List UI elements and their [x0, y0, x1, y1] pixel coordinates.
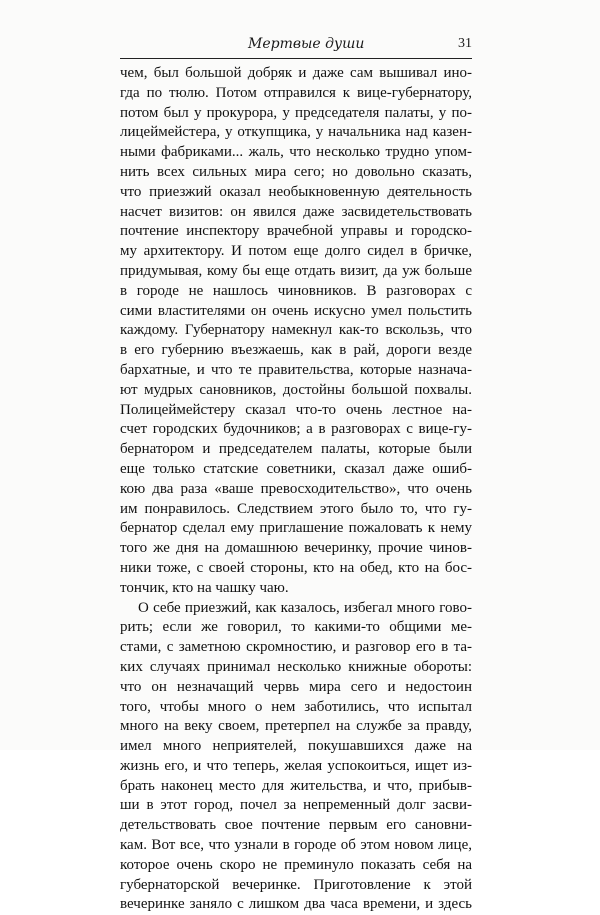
text-line: лицеймейстера, у откупщика, у начальника над казен- — [120, 124, 472, 141]
text-line: бернатором и председателем палаты, которые были — [120, 441, 472, 458]
text-line: вечеринке заняло с лишком два часа времени, и здесь — [120, 896, 472, 913]
text-line: в его губернию въезжаешь, как в рай, дороги везде — [120, 342, 472, 359]
text-line: ких случаях принимал несколько книжные обороты: — [120, 658, 472, 675]
text-line: каждому. Губернатору намекнул как-то вскользь, что — [120, 322, 472, 339]
text-line: ными фабриками... жаль, что несколько трудно упом- — [120, 144, 472, 161]
text-line: губернаторской вечеринке. Приготовление к этой — [120, 876, 472, 893]
text-line: им понравилось. Следствием этого было то, что гу- — [120, 500, 472, 517]
paragraph — [120, 599, 472, 915]
text-line: сими властителями он очень искусно умел польстить — [120, 302, 472, 319]
text-line: тончик, кто на чашку чаю. — [120, 579, 289, 596]
running-header — [120, 36, 472, 59]
text-line: того, чтобы много о нем заботились, что испытал — [120, 698, 472, 715]
text-line: в городе не нашлось чиновников. В разговорах с — [120, 282, 472, 299]
text-line: еще только статские советники, сказал даже ошиб- — [120, 460, 472, 477]
text-line: чем, был большой добряк и даже сам вышивал ино- — [120, 65, 472, 81]
body-text — [120, 64, 472, 915]
text-line: что он незначащий червь мира сего и недостоин — [120, 678, 472, 695]
running-title: Мертвые души — [248, 36, 365, 52]
text-line: бернатор сделал ему приглашение пожаловать к нему — [120, 520, 472, 537]
text-line: Полицеймейстеру сказал что-то очень лестное на- — [120, 401, 472, 418]
text-line: придумывая, кому бы еще отдать визит, да уж больше — [120, 262, 472, 279]
text-line: много на веку своем, претерпел на службе за правду, — [120, 718, 472, 735]
text-line: бархатные, и что те правительства, которые назнача- — [120, 361, 472, 378]
text-line: ют мудрых сановников, достойны большой похвалы. — [120, 381, 472, 398]
text-line: которое очень скоро не преминуло показать себя на — [120, 856, 472, 873]
text-line: потом был у прокурора, у председателя палаты, у по- — [120, 104, 472, 121]
text-line: ши в этот город, почел за непременный долг засви- — [120, 797, 472, 814]
text-line: жизнь его, и что теперь, желая успокоиться, ищет из- — [120, 757, 472, 774]
text-line: рить; если же говорил, то какими-то общими ме- — [120, 619, 472, 636]
text-line: О себе приезжий, как казалось, избегал много гово- — [138, 599, 472, 616]
text-line: что приезжий оказал необыкновенную деятельность — [120, 183, 472, 200]
text-line: кою два раза «ваше превосходительство», что очень — [120, 480, 472, 497]
paragraph — [120, 64, 472, 599]
text-line: счет городских будочников; а в разговорах с вице-гу- — [120, 421, 472, 438]
text-line: ники тоже, с своей стороны, кто на обед, кто на бос- — [120, 559, 472, 576]
text-line: му архитектору. И потом еще долго сидел в бричке, — [120, 243, 472, 260]
text-line: стами, с заметною скромностию, и разговор его в та- — [120, 639, 472, 656]
text-line: кам. Вот все, что узнали в городе об этом новом лице, — [120, 837, 472, 854]
text-line: брать наконец место для жительства, и что, прибыв- — [120, 777, 472, 794]
text-line: гда по тюлю. Потом отправился к вице-губернатору, — [120, 84, 472, 101]
text-line: нить всех сильных мира сего; но довольно сказать, — [120, 163, 472, 180]
text-line: насчет визитов: он явился даже засвидетельствовать — [120, 203, 472, 220]
text-line: имел много неприятелей, покушавшихся даже на — [120, 738, 472, 755]
text-line: детельствовать свое почтение первым его сановни- — [120, 817, 472, 834]
text-line: почтение инспектору врачебной управы и городско- — [120, 223, 472, 240]
page-number: 31 — [458, 36, 472, 51]
text-line: того же дня на домашнюю вечеринку, прочие чинов- — [120, 540, 472, 557]
